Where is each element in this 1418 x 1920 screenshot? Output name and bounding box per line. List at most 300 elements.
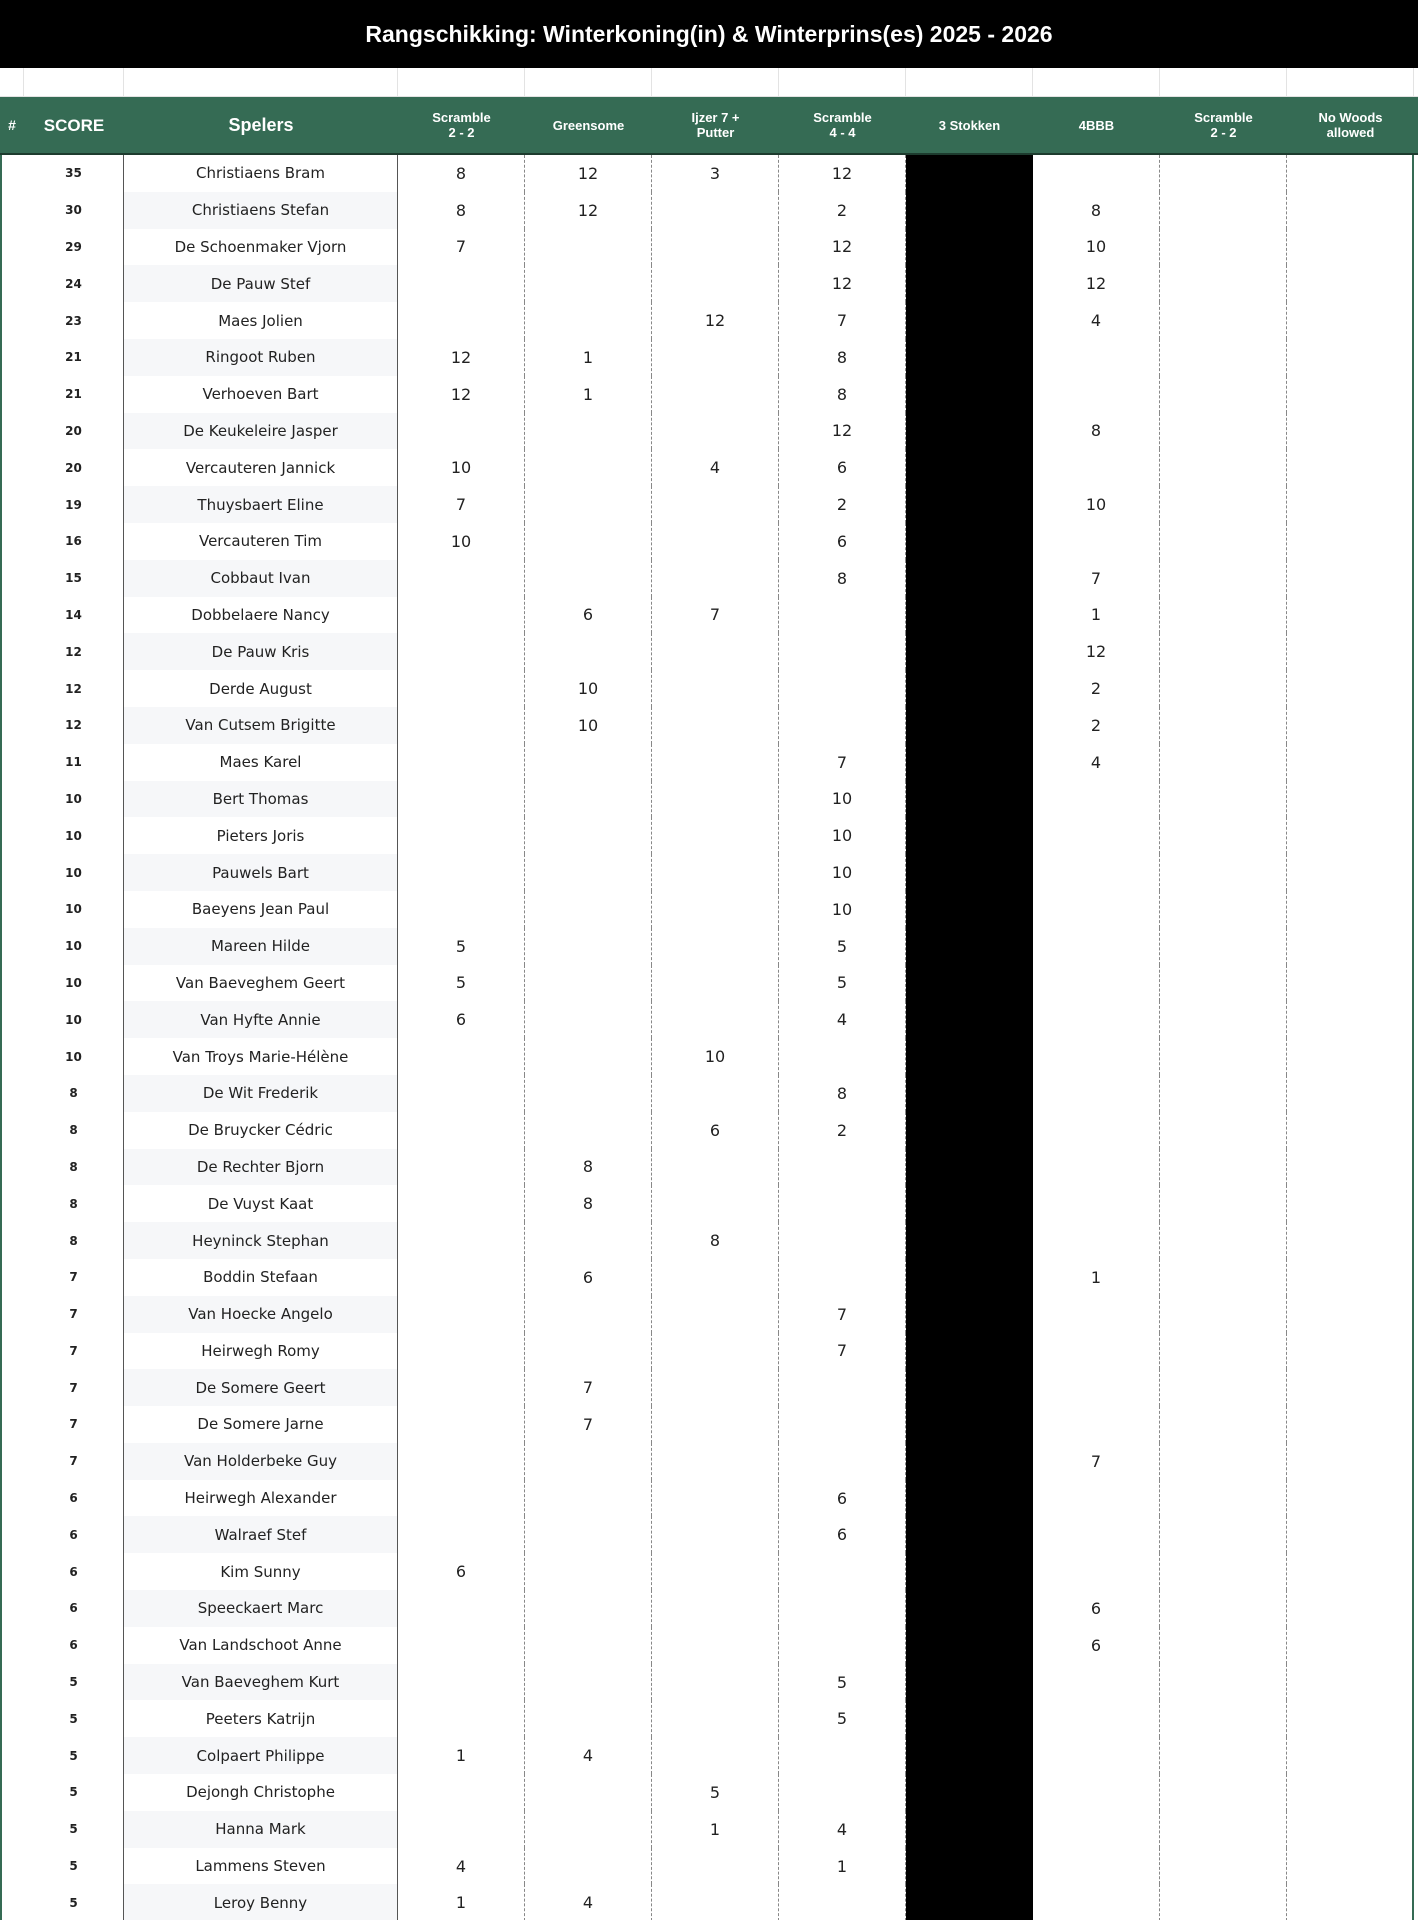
table-row <box>0 1737 1418 1774</box>
player-name-cell: Pieters Joris <box>124 817 398 854</box>
player-name-cell: Van Baeveghem Kurt <box>124 1664 398 1701</box>
event-score-cell-2 <box>525 1038 652 1075</box>
event-score-cell-7 <box>1160 1038 1287 1075</box>
event-score-cell-4: 4 <box>779 1001 906 1038</box>
event-score-cell-2 <box>525 854 652 891</box>
event-score-cell-5 <box>906 560 1033 597</box>
event-score-cell-7 <box>1160 339 1287 376</box>
event-score-cell-2: 12 <box>525 155 652 192</box>
event-score-cell-1 <box>398 1222 525 1259</box>
event-score-cell-3: 5 <box>652 1774 779 1811</box>
event-score-cell-1 <box>398 302 525 339</box>
event-score-cell-3 <box>652 1553 779 1590</box>
event-score-cell-4: 8 <box>779 560 906 597</box>
event-score-cell-3 <box>652 1259 779 1296</box>
event-score-cell-3: 10 <box>652 1038 779 1075</box>
score-cell: 19 <box>24 486 124 523</box>
event-score-cell-1 <box>398 1296 525 1333</box>
event-score-cell-8 <box>1287 1038 1414 1075</box>
event-score-cell-2 <box>525 1516 652 1553</box>
player-name-cell: Baeyens Jean Paul <box>124 891 398 928</box>
rank-cell <box>0 1259 24 1296</box>
rank-cell <box>0 229 24 266</box>
score-cell: 7 <box>24 1406 124 1443</box>
table-row <box>0 1369 1418 1406</box>
event-score-cell-8 <box>1287 1185 1414 1222</box>
player-name-cell: De Schoenmaker Vjorn <box>124 229 398 266</box>
event-score-cell-5 <box>906 781 1033 818</box>
header-event-6 <box>1033 118 1160 133</box>
event-score-cell-2 <box>525 1811 652 1848</box>
rank-cell <box>0 597 24 634</box>
score-cell: 16 <box>24 523 124 560</box>
event-score-cell-6: 6 <box>1033 1590 1160 1627</box>
rank-cell <box>0 1774 24 1811</box>
score-cell: 12 <box>24 670 124 707</box>
event-score-cell-6 <box>1033 891 1160 928</box>
event-score-cell-8 <box>1287 523 1414 560</box>
event-score-cell-2: 10 <box>525 707 652 744</box>
event-score-cell-7 <box>1160 376 1287 413</box>
event-score-cell-5 <box>906 486 1033 523</box>
rank-cell <box>0 1038 24 1075</box>
event-score-cell-6 <box>1033 1848 1160 1885</box>
player-name-cell: De Pauw Kris <box>124 633 398 670</box>
event-score-cell-2 <box>525 781 652 818</box>
event-score-cell-2: 8 <box>525 1185 652 1222</box>
event-score-cell-7 <box>1160 1333 1287 1370</box>
event-score-cell-8 <box>1287 1737 1414 1774</box>
event-score-cell-2 <box>525 523 652 560</box>
rank-cell <box>0 1884 24 1920</box>
rank-cell <box>0 670 24 707</box>
event-score-cell-1: 10 <box>398 449 525 486</box>
event-score-cell-2 <box>525 1700 652 1737</box>
event-score-cell-5 <box>906 1774 1033 1811</box>
score-cell: 10 <box>24 817 124 854</box>
event-score-cell-6: 6 <box>1033 1627 1160 1664</box>
player-name-cell: Mareen Hilde <box>124 928 398 965</box>
table-header <box>0 97 1418 155</box>
event-score-cell-5 <box>906 928 1033 965</box>
header-event-line: No Woods <box>1318 110 1383 125</box>
rank-cell <box>0 449 24 486</box>
event-score-cell-8 <box>1287 1516 1414 1553</box>
event-score-cell-2 <box>525 891 652 928</box>
event-score-cell-8 <box>1287 597 1414 634</box>
table-row <box>0 339 1418 376</box>
player-name-cell: Van Baeveghem Geert <box>124 965 398 1002</box>
table-row <box>0 486 1418 523</box>
event-score-cell-3 <box>652 1443 779 1480</box>
player-name-cell: Heyninck Stephan <box>124 1222 398 1259</box>
player-name-cell: Thuysbaert Eline <box>124 486 398 523</box>
event-score-cell-2: 4 <box>525 1737 652 1774</box>
event-score-cell-8 <box>1287 302 1414 339</box>
event-score-cell-5 <box>906 523 1033 560</box>
score-cell: 10 <box>24 928 124 965</box>
event-score-cell-1 <box>398 1149 525 1186</box>
rank-cell <box>0 192 24 229</box>
event-score-cell-7 <box>1160 1149 1287 1186</box>
event-score-cell-6: 1 <box>1033 597 1160 634</box>
event-score-cell-6 <box>1033 854 1160 891</box>
event-score-cell-6: 7 <box>1033 1443 1160 1480</box>
event-score-cell-7 <box>1160 1774 1287 1811</box>
score-cell: 5 <box>24 1774 124 1811</box>
event-score-cell-1 <box>398 1369 525 1406</box>
event-score-cell-4 <box>779 1406 906 1443</box>
header-event-line: 4 - 4 <box>829 125 856 140</box>
event-score-cell-2 <box>525 302 652 339</box>
event-score-cell-3: 4 <box>652 449 779 486</box>
event-score-cell-1: 10 <box>398 523 525 560</box>
event-score-cell-2 <box>525 1627 652 1664</box>
event-score-cell-5 <box>906 229 1033 266</box>
rank-cell <box>0 1296 24 1333</box>
rank-cell <box>0 1737 24 1774</box>
event-score-cell-4 <box>779 1627 906 1664</box>
event-score-cell-7 <box>1160 413 1287 450</box>
event-score-cell-7 <box>1160 192 1287 229</box>
table-row <box>0 1259 1418 1296</box>
event-score-cell-6 <box>1033 1001 1160 1038</box>
player-name-cell: Colpaert Philippe <box>124 1737 398 1774</box>
event-score-cell-3 <box>652 1333 779 1370</box>
rank-cell <box>0 265 24 302</box>
event-score-cell-7 <box>1160 891 1287 928</box>
score-cell: 7 <box>24 1369 124 1406</box>
score-cell: 7 <box>24 1259 124 1296</box>
event-score-cell-8 <box>1287 965 1414 1002</box>
event-score-cell-8 <box>1287 1480 1414 1517</box>
event-score-cell-4 <box>779 1443 906 1480</box>
event-score-cell-6 <box>1033 1038 1160 1075</box>
event-score-cell-6 <box>1033 376 1160 413</box>
score-cell: 14 <box>24 597 124 634</box>
event-score-cell-4: 10 <box>779 854 906 891</box>
table-row <box>0 1590 1418 1627</box>
rank-cell <box>0 854 24 891</box>
event-score-cell-7 <box>1160 1811 1287 1848</box>
event-score-cell-7 <box>1160 707 1287 744</box>
event-score-cell-4 <box>779 1553 906 1590</box>
event-score-cell-4 <box>779 670 906 707</box>
event-score-cell-7 <box>1160 1112 1287 1149</box>
table-row <box>0 1406 1418 1443</box>
rank-cell <box>0 1112 24 1149</box>
rank-cell <box>0 781 24 818</box>
rank-cell <box>0 339 24 376</box>
event-score-cell-7 <box>1160 560 1287 597</box>
event-score-cell-8 <box>1287 1848 1414 1885</box>
event-score-cell-2 <box>525 1296 652 1333</box>
table-row <box>0 192 1418 229</box>
score-cell: 30 <box>24 192 124 229</box>
event-score-cell-8 <box>1287 1259 1414 1296</box>
score-cell: 12 <box>24 633 124 670</box>
event-score-cell-2 <box>525 229 652 266</box>
event-score-cell-2 <box>525 1664 652 1701</box>
event-score-cell-8 <box>1287 1774 1414 1811</box>
event-score-cell-4 <box>779 633 906 670</box>
event-score-cell-1: 6 <box>398 1001 525 1038</box>
table-row <box>0 1443 1418 1480</box>
event-score-cell-2 <box>525 1480 652 1517</box>
event-score-cell-2 <box>525 486 652 523</box>
event-score-cell-5 <box>906 1848 1033 1885</box>
event-score-cell-3: 12 <box>652 302 779 339</box>
event-score-cell-2 <box>525 633 652 670</box>
event-score-cell-5 <box>906 192 1033 229</box>
rank-cell <box>0 560 24 597</box>
event-score-cell-2: 8 <box>525 1149 652 1186</box>
event-score-cell-3 <box>652 486 779 523</box>
event-score-cell-6 <box>1033 1112 1160 1149</box>
rank-cell <box>0 928 24 965</box>
event-score-cell-4: 8 <box>779 1075 906 1112</box>
event-score-cell-6: 10 <box>1033 229 1160 266</box>
rank-cell <box>0 1700 24 1737</box>
table-row <box>0 1627 1418 1664</box>
player-name-cell: Vercauteren Tim <box>124 523 398 560</box>
event-score-cell-1 <box>398 1075 525 1112</box>
event-score-cell-1: 7 <box>398 486 525 523</box>
event-score-cell-1 <box>398 597 525 634</box>
event-score-cell-4: 12 <box>779 155 906 192</box>
event-score-cell-1 <box>398 1590 525 1627</box>
event-score-cell-6: 8 <box>1033 413 1160 450</box>
header-event-line: Scramble <box>1194 110 1253 125</box>
event-score-cell-2 <box>525 449 652 486</box>
event-score-cell-7 <box>1160 1480 1287 1517</box>
event-score-cell-8 <box>1287 376 1414 413</box>
event-score-cell-6 <box>1033 928 1160 965</box>
table-row <box>0 302 1418 339</box>
event-score-cell-7 <box>1160 1369 1287 1406</box>
event-score-cell-1 <box>398 1774 525 1811</box>
table-row <box>0 854 1418 891</box>
table-row <box>0 376 1418 413</box>
table-row <box>0 670 1418 707</box>
event-score-cell-2 <box>525 1112 652 1149</box>
table-row <box>0 1296 1418 1333</box>
event-score-cell-5 <box>906 1627 1033 1664</box>
table-row <box>0 449 1418 486</box>
event-score-cell-3 <box>652 707 779 744</box>
score-cell: 7 <box>24 1443 124 1480</box>
event-score-cell-3 <box>652 1406 779 1443</box>
player-name-cell: Bert Thomas <box>124 781 398 818</box>
player-name-cell: De Pauw Stef <box>124 265 398 302</box>
event-score-cell-1 <box>398 1443 525 1480</box>
event-score-cell-3 <box>652 965 779 1002</box>
event-score-cell-7 <box>1160 670 1287 707</box>
event-score-cell-4: 7 <box>779 302 906 339</box>
score-cell: 15 <box>24 560 124 597</box>
event-score-cell-1 <box>398 1664 525 1701</box>
event-score-cell-5 <box>906 1369 1033 1406</box>
event-score-cell-5 <box>906 597 1033 634</box>
event-score-cell-5 <box>906 1259 1033 1296</box>
event-score-cell-3 <box>652 1627 779 1664</box>
player-name-cell: Maes Karel <box>124 744 398 781</box>
event-score-cell-1: 12 <box>398 339 525 376</box>
player-name-cell: Derde August <box>124 670 398 707</box>
event-score-cell-1: 7 <box>398 229 525 266</box>
table-row <box>0 413 1418 450</box>
rank-cell <box>0 1664 24 1701</box>
score-cell: 11 <box>24 744 124 781</box>
event-score-cell-2 <box>525 560 652 597</box>
score-cell: 35 <box>24 155 124 192</box>
event-score-cell-6: 7 <box>1033 560 1160 597</box>
event-score-cell-7 <box>1160 229 1287 266</box>
event-score-cell-6 <box>1033 155 1160 192</box>
event-score-cell-5 <box>906 1001 1033 1038</box>
score-cell: 10 <box>24 1038 124 1075</box>
event-score-cell-6: 10 <box>1033 486 1160 523</box>
score-cell: 8 <box>24 1222 124 1259</box>
event-score-cell-6 <box>1033 1774 1160 1811</box>
event-score-cell-6 <box>1033 1222 1160 1259</box>
player-name-cell: De Somere Jarne <box>124 1406 398 1443</box>
event-score-cell-7 <box>1160 265 1287 302</box>
event-score-cell-6 <box>1033 1296 1160 1333</box>
rank-cell <box>0 1443 24 1480</box>
event-score-cell-4: 7 <box>779 1333 906 1370</box>
score-cell: 6 <box>24 1480 124 1517</box>
event-score-cell-8 <box>1287 1443 1414 1480</box>
score-cell: 6 <box>24 1553 124 1590</box>
table-row <box>0 1038 1418 1075</box>
event-score-cell-4: 5 <box>779 965 906 1002</box>
event-score-cell-7 <box>1160 1259 1287 1296</box>
event-score-cell-5 <box>906 1700 1033 1737</box>
event-score-cell-3 <box>652 1884 779 1920</box>
event-score-cell-2: 6 <box>525 1259 652 1296</box>
score-cell: 5 <box>24 1737 124 1774</box>
event-score-cell-4: 2 <box>779 486 906 523</box>
score-cell: 20 <box>24 449 124 486</box>
event-score-cell-7 <box>1160 1296 1287 1333</box>
event-score-cell-5 <box>906 1075 1033 1112</box>
event-score-cell-7 <box>1160 1001 1287 1038</box>
table-row <box>0 229 1418 266</box>
rank-cell <box>0 1516 24 1553</box>
event-score-cell-2: 12 <box>525 192 652 229</box>
event-score-cell-4 <box>779 1038 906 1075</box>
table-row <box>0 1664 1418 1701</box>
event-score-cell-1 <box>398 1112 525 1149</box>
event-score-cell-1 <box>398 854 525 891</box>
event-score-cell-4: 10 <box>779 891 906 928</box>
event-score-cell-5 <box>906 1516 1033 1553</box>
event-score-cell-1 <box>398 413 525 450</box>
event-score-cell-8 <box>1287 449 1414 486</box>
table-row <box>0 1001 1418 1038</box>
score-cell: 5 <box>24 1811 124 1848</box>
rank-cell <box>0 1222 24 1259</box>
event-score-cell-7 <box>1160 597 1287 634</box>
event-score-cell-8 <box>1287 891 1414 928</box>
player-name-cell: Peeters Katrijn <box>124 1700 398 1737</box>
event-score-cell-5 <box>906 413 1033 450</box>
event-score-cell-3 <box>652 817 779 854</box>
event-score-cell-1 <box>398 1406 525 1443</box>
event-score-cell-7 <box>1160 781 1287 818</box>
event-score-cell-4: 6 <box>779 449 906 486</box>
header-event-line: 2 - 2 <box>1210 125 1237 140</box>
table-row <box>0 1848 1418 1885</box>
event-score-cell-5 <box>906 817 1033 854</box>
event-score-cell-7 <box>1160 1406 1287 1443</box>
header-event-4 <box>779 110 906 140</box>
table-row <box>0 1185 1418 1222</box>
event-score-cell-3 <box>652 1369 779 1406</box>
event-score-cell-7 <box>1160 1737 1287 1774</box>
event-score-cell-2: 7 <box>525 1369 652 1406</box>
event-score-cell-7 <box>1160 1222 1287 1259</box>
header-event-line: 4BBB <box>1078 117 1115 133</box>
player-name-cell: Ringoot Ruben <box>124 339 398 376</box>
event-score-cell-7 <box>1160 302 1287 339</box>
player-name-cell: De Somere Geert <box>124 1369 398 1406</box>
event-score-cell-8 <box>1287 1884 1414 1920</box>
event-score-cell-4: 12 <box>779 265 906 302</box>
event-score-cell-7 <box>1160 523 1287 560</box>
rank-cell <box>0 707 24 744</box>
score-cell: 7 <box>24 1333 124 1370</box>
event-score-cell-5 <box>906 1737 1033 1774</box>
event-score-cell-5 <box>906 1185 1033 1222</box>
table-row <box>0 155 1418 192</box>
rank-cell <box>0 633 24 670</box>
event-score-cell-4 <box>779 1369 906 1406</box>
event-score-cell-2: 10 <box>525 670 652 707</box>
score-cell: 5 <box>24 1700 124 1737</box>
event-score-cell-1 <box>398 670 525 707</box>
event-score-cell-6 <box>1033 1185 1160 1222</box>
event-score-cell-1 <box>398 817 525 854</box>
player-name-cell: Van Hyfte Annie <box>124 1001 398 1038</box>
rank-cell <box>0 376 24 413</box>
score-cell: 20 <box>24 413 124 450</box>
event-score-cell-4 <box>779 1737 906 1774</box>
event-score-cell-6 <box>1033 523 1160 560</box>
event-score-cell-8 <box>1287 265 1414 302</box>
event-score-cell-3: 6 <box>652 1112 779 1149</box>
event-score-cell-5 <box>906 744 1033 781</box>
event-score-cell-3: 3 <box>652 155 779 192</box>
event-score-cell-6 <box>1033 1884 1160 1920</box>
score-cell: 23 <box>24 302 124 339</box>
event-score-cell-2 <box>525 1848 652 1885</box>
sheet-title: Rangschikking: Winterkoning(in) & Winterprins(es) 2025 - 2026 <box>0 0 1418 68</box>
event-score-cell-6 <box>1033 1516 1160 1553</box>
table-row <box>0 1333 1418 1370</box>
score-cell: 6 <box>24 1590 124 1627</box>
table-row <box>0 707 1418 744</box>
event-score-cell-3: 7 <box>652 597 779 634</box>
empty-row <box>0 68 1418 97</box>
event-score-cell-4: 8 <box>779 376 906 413</box>
header-event-line: allowed <box>1326 125 1375 140</box>
player-name-cell: Heirwegh Romy <box>124 1333 398 1370</box>
rank-cell <box>0 891 24 928</box>
player-name-cell: De Wit Frederik <box>124 1075 398 1112</box>
event-score-cell-5 <box>906 1553 1033 1590</box>
